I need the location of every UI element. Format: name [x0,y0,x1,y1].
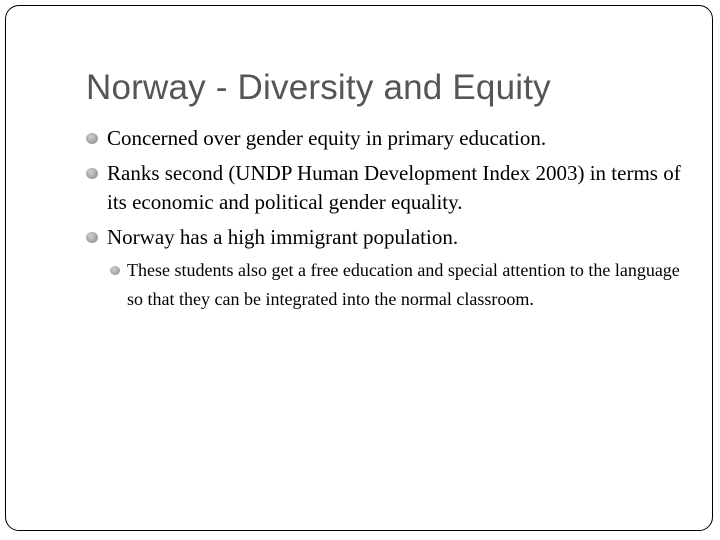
sub-bullet-item [110,256,691,314]
bullet-dot-icon [86,168,98,179]
sub-bullet-text: These students also get a free education and special attention to the language so that they can be integrated into the normal classroom. [127,260,680,309]
bullet-item [86,223,691,252]
slide [5,5,713,531]
bullet-item [86,124,691,153]
bullet-dot-icon [86,232,98,243]
slide-title: Norway - Diversity and Equity [86,68,551,107]
bullet-item [86,159,691,217]
bullet-text: Concerned over gender equity in primary education. [107,126,547,150]
bullet-text: Norway has a high immigrant population. [107,225,459,249]
sub-bullet-dot-icon [110,266,120,275]
bullet-text: Ranks second (UNDP Human Development Index 2003) in terms of its economic and political gender equality. [107,161,681,214]
bullet-dot-icon [86,133,98,144]
slide-body [86,124,691,314]
